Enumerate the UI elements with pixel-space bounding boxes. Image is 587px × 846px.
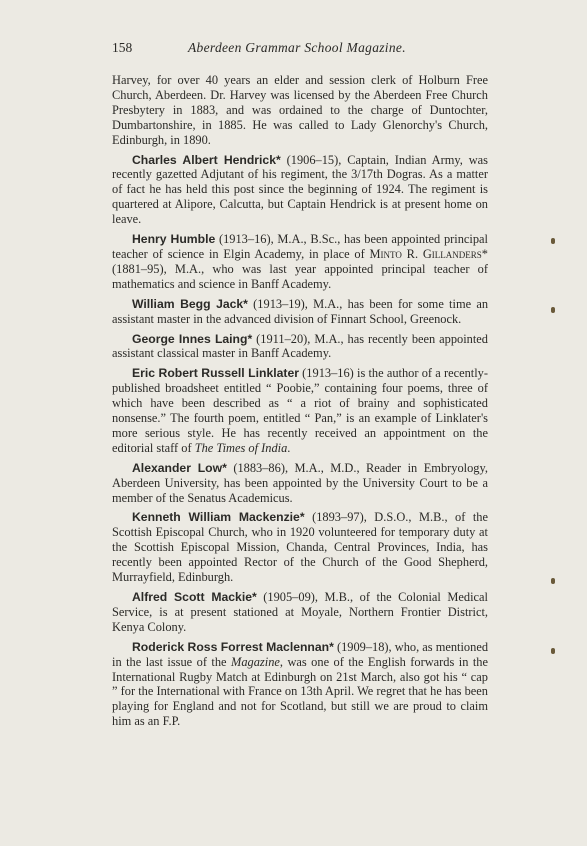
entry-italic-title: Magazine bbox=[231, 654, 280, 669]
entry-maclennan bbox=[112, 640, 488, 729]
margin-ink-spot bbox=[551, 238, 555, 244]
entry-hendrick bbox=[112, 153, 488, 228]
entry-name: Charles Albert Hendrick* bbox=[132, 152, 281, 167]
paragraph-text: Harvey, for over 40 years an elder and session clerk of Holburn Free Church, Aberdeen. Dr. Harvey was licensed by the Aberdeen Free Church Presbytery in 1883, and was ordained to the charge of Duntochter, Dumbartonshire, in 1885. He was called to Lady Glenorchy's Church, Edinburgh, in 1890. bbox=[112, 73, 488, 147]
margin-ink-spot bbox=[551, 578, 555, 584]
entry-text: (1883–86), M.A., M.D., Reader in Embryology, Aberdeen University, has been appointed by the University Court to be a member of the Senatus Academicus. bbox=[112, 460, 488, 505]
entry-name: Roderick Ross Forrest Maclennan* bbox=[132, 639, 334, 654]
entry-humble bbox=[112, 232, 488, 292]
entry-name: Alfred Scott Mackie* bbox=[132, 590, 257, 604]
entry-text: (1913–16) is the author of a recently-published broadsheet entitled “ Poobie,” containing four poems, three of which have been described as “ a riot of brainy and sophisticated nonsense.” The fourth poem, entitled “ Pan,” is an example of Linklater's more serious style. He has recently received an appointment on the editorial staff of bbox=[112, 366, 488, 455]
entry-low bbox=[112, 461, 488, 506]
entry-name: William Begg Jack* bbox=[132, 296, 248, 311]
entry-name: Henry Humble bbox=[132, 232, 216, 247]
entry-text: (1881–95), M.A., who was last year appointed principal teacher of mathematics and science in Banff Academy. bbox=[112, 261, 488, 291]
entry-name: Eric Robert Russell Linklater bbox=[132, 366, 299, 381]
entry-name: Kenneth William Mackenzie* bbox=[132, 510, 305, 525]
paragraph-harvey-continued bbox=[112, 73, 488, 148]
page-number: 158 bbox=[112, 40, 133, 55]
article-body bbox=[112, 73, 488, 734]
entry-text: (1905–09), M.B., of the Colonial Medical Service, is at present stationed at Moyale, Northern Frontier District, Kenya Colony. bbox=[112, 590, 488, 634]
entry-name: Alexander Low* bbox=[132, 460, 227, 475]
entry-text: (1913–19), M.A., has been for some time an assistant master in the advanced division of Finnart School, Greenock. bbox=[112, 296, 489, 326]
entry-text: (1906–15), Captain, Indian Army, was recently gazetted Adjutant of his regiment, the 3/17th Dogras. As a matter of fact he has held this post since the beginning of 1924. The regiment is quartered at Alipore, Calcutta, but Captain Hendrick is at present home on leave. bbox=[112, 152, 488, 227]
entry-text: (1893–97), D.S.O., M.B., of the Scottish Episcopal Church, who in 1920 volunteered for temporary duty at the Scottish Episcopal Mission, Chanda, Central Provinces, India, has recently been appointed Rector of the Church of the Good Shepherd, Murrayfield, Edinburgh. bbox=[112, 510, 488, 585]
entry-mackie bbox=[112, 590, 488, 635]
entry-smallcaps-name: Minto R. Gillanders* bbox=[369, 246, 488, 261]
entry-laing bbox=[112, 332, 488, 362]
page-header bbox=[112, 40, 492, 62]
entry-linklater bbox=[112, 366, 488, 455]
entry-italic-title: The Times of India bbox=[194, 440, 288, 455]
entry-name: George Innes Laing* bbox=[132, 331, 253, 346]
margin-ink-spot bbox=[551, 307, 555, 313]
entry-jack bbox=[112, 297, 488, 327]
margin-ink-spot bbox=[551, 648, 555, 654]
entry-text: , was one of the English forwards in the International Rugby Match at Edinburgh on 21st March, also got his “ cap ” for the International with France on 13th April. We regret that he has been playing for England and not for Scotland, but still we are proud to claim him as an F.P. bbox=[112, 654, 488, 729]
entry-text: . bbox=[287, 440, 291, 455]
entry-mackenzie bbox=[112, 510, 488, 585]
running-title: Aberdeen Grammar School Magazine. bbox=[188, 40, 406, 55]
entry-text: (1911–20), M.A., has recently been appointed assistant classical master in Banff Academy. bbox=[112, 331, 488, 361]
entry-text: (1909–18), who, as mentioned in the last issue of the bbox=[112, 639, 489, 669]
entry-text: (1913–16), M.A., B.Sc., has been appointed principal teacher of science in Elgin Academy, in place of bbox=[112, 232, 488, 261]
